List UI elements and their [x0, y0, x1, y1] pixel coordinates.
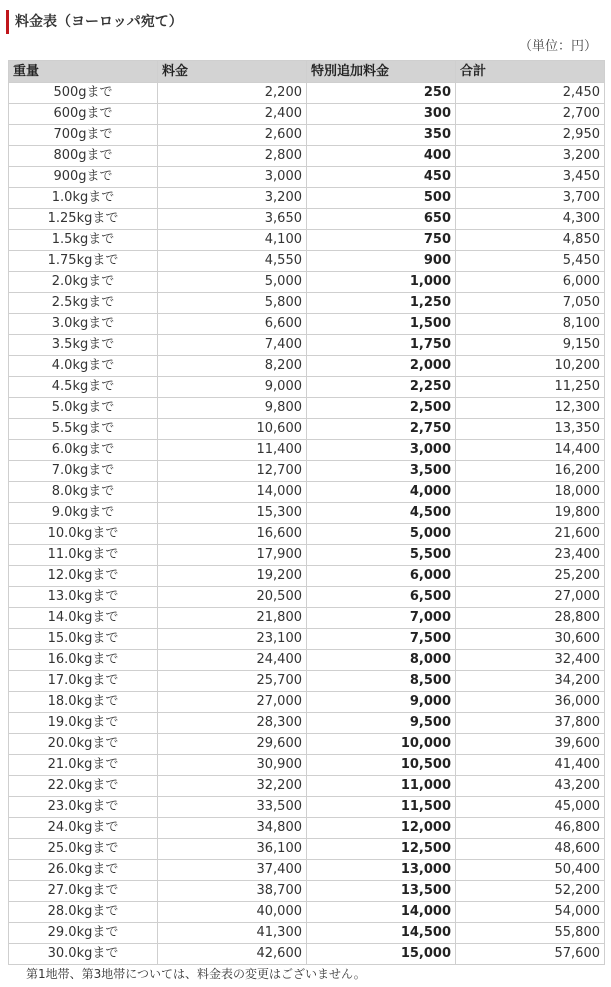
cell-fee: 21,800 [158, 608, 307, 629]
table-row [9, 398, 605, 419]
cell-surcharge: 900 [307, 251, 456, 272]
cell-surcharge: 11,000 [307, 776, 456, 797]
cell-surcharge: 15,000 [307, 944, 456, 965]
cell-fee: 36,100 [158, 839, 307, 860]
table-row [9, 902, 605, 923]
header-weight: 重量 [9, 61, 158, 83]
cell-fee: 12,700 [158, 461, 307, 482]
table-row [9, 167, 605, 188]
table-row [9, 356, 605, 377]
cell-fee: 8,200 [158, 356, 307, 377]
cell-weight: 500gまで [9, 83, 158, 104]
table-row [9, 272, 605, 293]
cell-surcharge: 1,250 [307, 293, 456, 314]
cell-total: 25,200 [456, 566, 605, 587]
cell-fee: 32,200 [158, 776, 307, 797]
cell-weight: 18.0kgまで [9, 692, 158, 713]
cell-total: 6,000 [456, 272, 605, 293]
cell-surcharge: 9,000 [307, 692, 456, 713]
cell-surcharge: 450 [307, 167, 456, 188]
cell-weight: 16.0kgまで [9, 650, 158, 671]
cell-weight: 12.0kgまで [9, 566, 158, 587]
cell-fee: 2,600 [158, 125, 307, 146]
table-row [9, 104, 605, 125]
cell-fee: 38,700 [158, 881, 307, 902]
cell-fee: 28,300 [158, 713, 307, 734]
cell-weight: 900gまで [9, 167, 158, 188]
table-row [9, 440, 605, 461]
cell-weight: 10.0kgまで [9, 524, 158, 545]
cell-total: 45,000 [456, 797, 605, 818]
cell-total: 57,600 [456, 944, 605, 965]
cell-fee: 9,000 [158, 377, 307, 398]
cell-weight: 2.0kgまで [9, 272, 158, 293]
cell-weight: 28.0kgまで [9, 902, 158, 923]
cell-total: 5,450 [456, 251, 605, 272]
cell-total: 43,200 [456, 776, 605, 797]
cell-surcharge: 12,500 [307, 839, 456, 860]
cell-weight: 27.0kgまで [9, 881, 158, 902]
cell-fee: 2,800 [158, 146, 307, 167]
cell-fee: 4,100 [158, 230, 307, 251]
cell-weight: 22.0kgまで [9, 776, 158, 797]
table-body [9, 83, 605, 965]
cell-total: 46,800 [456, 818, 605, 839]
unit-label: （単位：円） [518, 39, 597, 54]
cell-weight: 700gまで [9, 125, 158, 146]
cell-weight: 11.0kgまで [9, 545, 158, 566]
cell-weight: 4.0kgまで [9, 356, 158, 377]
cell-fee: 29,600 [158, 734, 307, 755]
cell-total: 34,200 [456, 671, 605, 692]
cell-total: 50,400 [456, 860, 605, 881]
table-row [9, 314, 605, 335]
cell-fee: 27,000 [158, 692, 307, 713]
cell-total: 13,350 [456, 419, 605, 440]
header-total: 合計 [456, 61, 605, 83]
table-row [9, 797, 605, 818]
cell-fee: 7,400 [158, 335, 307, 356]
cell-surcharge: 400 [307, 146, 456, 167]
table-row [9, 230, 605, 251]
cell-surcharge: 650 [307, 209, 456, 230]
cell-surcharge: 350 [307, 125, 456, 146]
cell-weight: 30.0kgまで [9, 944, 158, 965]
cell-surcharge: 10,500 [307, 755, 456, 776]
cell-fee: 17,900 [158, 545, 307, 566]
cell-weight: 3.0kgまで [9, 314, 158, 335]
cell-weight: 6.0kgまで [9, 440, 158, 461]
cell-total: 4,850 [456, 230, 605, 251]
cell-fee: 2,200 [158, 83, 307, 104]
cell-total: 48,600 [456, 839, 605, 860]
cell-total: 39,600 [456, 734, 605, 755]
cell-weight: 13.0kgまで [9, 587, 158, 608]
header-row [9, 61, 605, 83]
cell-total: 2,700 [456, 104, 605, 125]
cell-total: 8,100 [456, 314, 605, 335]
table-row [9, 776, 605, 797]
cell-total: 32,400 [456, 650, 605, 671]
cell-surcharge: 1,000 [307, 272, 456, 293]
cell-surcharge: 14,000 [307, 902, 456, 923]
cell-weight: 4.5kgまで [9, 377, 158, 398]
cell-total: 21,600 [456, 524, 605, 545]
table-row [9, 755, 605, 776]
cell-surcharge: 300 [307, 104, 456, 125]
cell-fee: 5,800 [158, 293, 307, 314]
cell-fee: 10,600 [158, 419, 307, 440]
cell-total: 19,800 [456, 503, 605, 524]
cell-total: 10,200 [456, 356, 605, 377]
table-row [9, 671, 605, 692]
cell-total: 4,300 [456, 209, 605, 230]
cell-total: 3,700 [456, 188, 605, 209]
table-row [9, 608, 605, 629]
cell-surcharge: 3,500 [307, 461, 456, 482]
table-row [9, 83, 605, 104]
cell-fee: 40,000 [158, 902, 307, 923]
table-row [9, 860, 605, 881]
table-row [9, 146, 605, 167]
table-row [9, 545, 605, 566]
table-row [9, 629, 605, 650]
cell-fee: 3,000 [158, 167, 307, 188]
cell-weight: 1.5kgまで [9, 230, 158, 251]
table-row [9, 650, 605, 671]
cell-total: 28,800 [456, 608, 605, 629]
cell-total: 9,150 [456, 335, 605, 356]
cell-surcharge: 2,500 [307, 398, 456, 419]
table-row [9, 377, 605, 398]
cell-total: 3,200 [456, 146, 605, 167]
table-header [9, 61, 605, 83]
cell-weight: 26.0kgまで [9, 860, 158, 881]
cell-fee: 11,400 [158, 440, 307, 461]
cell-total: 23,400 [456, 545, 605, 566]
cell-surcharge: 7,500 [307, 629, 456, 650]
table-row [9, 818, 605, 839]
cell-weight: 600gまで [9, 104, 158, 125]
cell-total: 18,000 [456, 482, 605, 503]
cell-surcharge: 8,000 [307, 650, 456, 671]
cell-total: 37,800 [456, 713, 605, 734]
cell-fee: 42,600 [158, 944, 307, 965]
cell-weight: 7.0kgまで [9, 461, 158, 482]
cell-total: 3,450 [456, 167, 605, 188]
cell-fee: 2,400 [158, 104, 307, 125]
cell-weight: 21.0kgまで [9, 755, 158, 776]
cell-total: 14,400 [456, 440, 605, 461]
header-surcharge: 特別追加料金 [307, 61, 456, 83]
cell-weight: 15.0kgまで [9, 629, 158, 650]
cell-fee: 37,400 [158, 860, 307, 881]
cell-total: 27,000 [456, 587, 605, 608]
cell-surcharge: 9,500 [307, 713, 456, 734]
header-fee: 料金 [158, 61, 307, 83]
cell-fee: 3,650 [158, 209, 307, 230]
cell-total: 7,050 [456, 293, 605, 314]
cell-fee: 25,700 [158, 671, 307, 692]
cell-fee: 15,300 [158, 503, 307, 524]
cell-surcharge: 1,500 [307, 314, 456, 335]
cell-fee: 3,200 [158, 188, 307, 209]
cell-weight: 5.5kgまで [9, 419, 158, 440]
table-row [9, 125, 605, 146]
cell-fee: 23,100 [158, 629, 307, 650]
cell-total: 54,000 [456, 902, 605, 923]
cell-surcharge: 1,750 [307, 335, 456, 356]
cell-surcharge: 13,500 [307, 881, 456, 902]
cell-fee: 4,550 [158, 251, 307, 272]
cell-surcharge: 4,500 [307, 503, 456, 524]
table-row [9, 713, 605, 734]
cell-surcharge: 750 [307, 230, 456, 251]
table-row [9, 566, 605, 587]
cell-surcharge: 4,000 [307, 482, 456, 503]
table-row [9, 839, 605, 860]
cell-surcharge: 6,000 [307, 566, 456, 587]
table-row [9, 482, 605, 503]
cell-total: 41,400 [456, 755, 605, 776]
cell-weight: 1.0kgまで [9, 188, 158, 209]
cell-weight: 14.0kgまで [9, 608, 158, 629]
cell-weight: 1.25kgまで [9, 209, 158, 230]
cell-surcharge: 5,500 [307, 545, 456, 566]
cell-fee: 33,500 [158, 797, 307, 818]
cell-fee: 41,300 [158, 923, 307, 944]
cell-surcharge: 5,000 [307, 524, 456, 545]
cell-surcharge: 8,500 [307, 671, 456, 692]
cell-total: 36,000 [456, 692, 605, 713]
table-row [9, 881, 605, 902]
cell-fee: 20,500 [158, 587, 307, 608]
table-row [9, 923, 605, 944]
table-row [9, 734, 605, 755]
table-row [9, 293, 605, 314]
cell-weight: 2.5kgまで [9, 293, 158, 314]
cell-surcharge: 11,500 [307, 797, 456, 818]
cell-surcharge: 12,000 [307, 818, 456, 839]
cell-weight: 800gまで [9, 146, 158, 167]
table-row [9, 692, 605, 713]
cell-fee: 30,900 [158, 755, 307, 776]
cell-total: 16,200 [456, 461, 605, 482]
cell-total: 30,600 [456, 629, 605, 650]
cell-weight: 29.0kgまで [9, 923, 158, 944]
cell-weight: 20.0kgまで [9, 734, 158, 755]
cell-weight: 5.0kgまで [9, 398, 158, 419]
table-row [9, 251, 605, 272]
cell-weight: 1.75kgまで [9, 251, 158, 272]
cell-total: 55,800 [456, 923, 605, 944]
cell-surcharge: 6,500 [307, 587, 456, 608]
cell-weight: 19.0kgまで [9, 713, 158, 734]
table-row [9, 524, 605, 545]
cell-weight: 9.0kgまで [9, 503, 158, 524]
cell-fee: 14,000 [158, 482, 307, 503]
cell-total: 2,950 [456, 125, 605, 146]
cell-fee: 24,400 [158, 650, 307, 671]
table-row [9, 461, 605, 482]
cell-total: 52,200 [456, 881, 605, 902]
cell-surcharge: 2,250 [307, 377, 456, 398]
cell-fee: 19,200 [158, 566, 307, 587]
cell-surcharge: 7,000 [307, 608, 456, 629]
cell-weight: 8.0kgまで [9, 482, 158, 503]
table-row [9, 335, 605, 356]
cell-weight: 3.5kgまで [9, 335, 158, 356]
cell-surcharge: 2,750 [307, 419, 456, 440]
cell-weight: 17.0kgまで [9, 671, 158, 692]
cell-fee: 16,600 [158, 524, 307, 545]
table-row [9, 503, 605, 524]
footnote: 第1地帯、第3地帯については、料金表の変更はございません。 [26, 967, 366, 981]
cell-surcharge: 3,000 [307, 440, 456, 461]
cell-total: 11,250 [456, 377, 605, 398]
cell-surcharge: 500 [307, 188, 456, 209]
cell-fee: 5,000 [158, 272, 307, 293]
cell-weight: 25.0kgまで [9, 839, 158, 860]
table-row [9, 944, 605, 965]
table-row [9, 188, 605, 209]
table-row [9, 587, 605, 608]
cell-fee: 34,800 [158, 818, 307, 839]
cell-total: 12,300 [456, 398, 605, 419]
page-title: 料金表（ヨーロッパ宛て） [6, 10, 183, 34]
cell-fee: 9,800 [158, 398, 307, 419]
cell-surcharge: 2,000 [307, 356, 456, 377]
cell-total: 2,450 [456, 83, 605, 104]
table-row [9, 419, 605, 440]
table-row [9, 209, 605, 230]
cell-surcharge: 10,000 [307, 734, 456, 755]
cell-surcharge: 14,500 [307, 923, 456, 944]
cell-surcharge: 250 [307, 83, 456, 104]
cell-fee: 6,600 [158, 314, 307, 335]
cell-weight: 24.0kgまで [9, 818, 158, 839]
cell-surcharge: 13,000 [307, 860, 456, 881]
cell-weight: 23.0kgまで [9, 797, 158, 818]
rate-table [8, 60, 605, 965]
